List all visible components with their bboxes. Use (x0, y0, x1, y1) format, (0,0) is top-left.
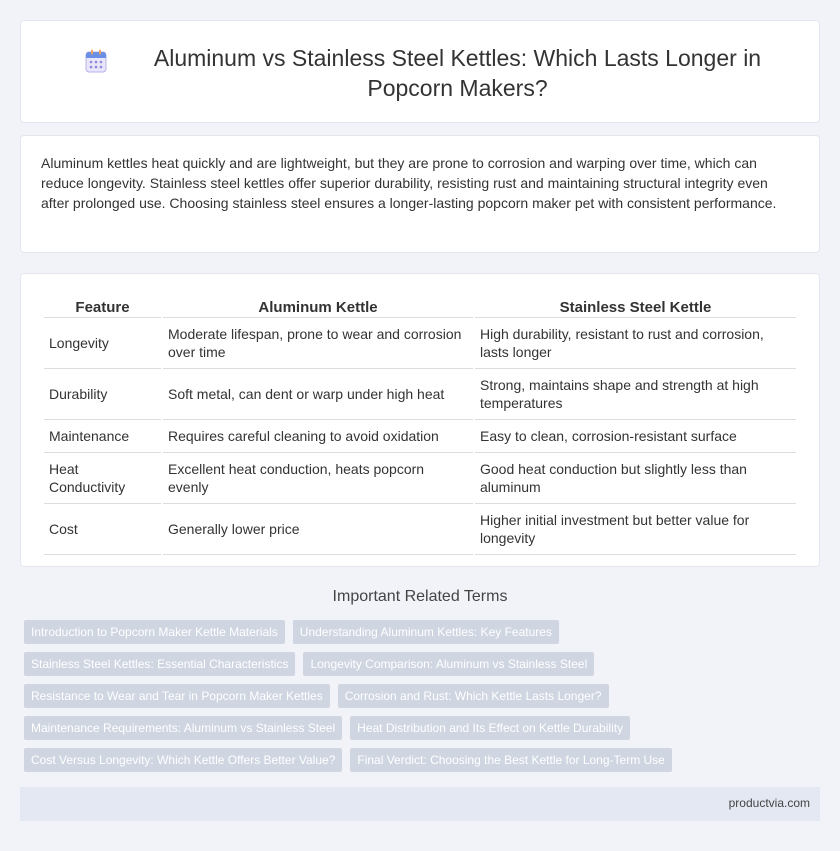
table-row (44, 318, 796, 369)
table-cell: Maintenance (44, 420, 161, 453)
related-terms-row (24, 684, 824, 708)
footer-site-link[interactable]: productvia.com (728, 796, 810, 810)
related-term-chip[interactable]: Final Verdict: Choosing the Best Kettle for Long-Term Use (350, 748, 671, 772)
page-title: Aluminum vs Stainless Steel Kettles: Which Lasts Longer in Popcorn Makers? (153, 45, 762, 101)
related-terms-row (24, 620, 824, 644)
table-cell: Longevity (44, 318, 161, 369)
related-terms-list (24, 620, 824, 780)
header-feature: Feature (44, 295, 161, 318)
table-cell: Strong, maintains shape and strength at high temperatures (475, 369, 796, 420)
table-cell: Good heat conduction but slightly less than aluminum (475, 453, 796, 504)
table-cell: Higher initial investment but better value for longevity (475, 504, 796, 555)
related-term-chip[interactable]: Longevity Comparison: Aluminum vs Stainless Steel (303, 652, 594, 676)
table-row (44, 504, 796, 555)
table-row (44, 453, 796, 504)
related-terms-row (24, 748, 824, 772)
table-cell: Soft metal, can dent or warp under high heat (163, 369, 473, 420)
header-aluminum: Aluminum Kettle (163, 295, 473, 318)
table-cell: Easy to clean, corrosion-resistant surface (475, 420, 796, 453)
header-stainless: Stainless Steel Kettle (475, 295, 796, 318)
related-term-chip[interactable]: Heat Distribution and Its Effect on Kettle Durability (350, 716, 630, 740)
related-terms-row (24, 716, 824, 740)
table-row (44, 420, 796, 453)
related-terms-row (24, 652, 824, 676)
table-cell: Cost (44, 504, 161, 555)
table-cell: Moderate lifespan, prone to wear and corrosion over time (163, 318, 473, 369)
related-term-chip[interactable]: Introduction to Popcorn Maker Kettle Materials (24, 620, 285, 644)
comparison-card (20, 273, 820, 567)
intro-card (20, 135, 820, 253)
table-cell: Generally lower price (163, 504, 473, 555)
intro-paragraph: Aluminum kettles heat quickly and are lightweight, but they are prone to corrosion and warping over time, which can reduce longevity. Stainless steel kettles offer superior durability, resisting rust and maintaining structural integrity even after prolonged use. Choosing stainless steel ensures a longer-lasting popcorn maker pet with consistent performance. (41, 155, 777, 211)
related-term-chip[interactable]: Cost Versus Longevity: Which Kettle Offers Better Value? (24, 748, 342, 772)
table-row (44, 369, 796, 420)
related-term-chip[interactable]: Resistance to Wear and Tear in Popcorn Maker Kettles (24, 684, 330, 708)
related-term-chip[interactable]: Understanding Aluminum Kettles: Key Features (293, 620, 559, 644)
title-card (20, 20, 820, 123)
calendar-icon (85, 49, 107, 73)
related-terms-title: Important Related Terms (332, 588, 508, 605)
comparison-table (42, 295, 798, 555)
related-term-chip[interactable]: Corrosion and Rust: Which Kettle Lasts Longer? (338, 684, 609, 708)
table-cell: Durability (44, 369, 161, 420)
table-cell: High durability, resistant to rust and corrosion, lasts longer (475, 318, 796, 369)
related-term-chip[interactable]: Stainless Steel Kettles: Essential Characteristics (24, 652, 295, 676)
footer (20, 787, 820, 821)
table-cell: Excellent heat conduction, heats popcorn evenly (163, 453, 473, 504)
table-cell: Heat Conductivity (44, 453, 161, 504)
table-cell: Requires careful cleaning to avoid oxidation (163, 420, 473, 453)
related-term-chip[interactable]: Maintenance Requirements: Aluminum vs Stainless Steel (24, 716, 342, 740)
table-header-row (44, 295, 796, 318)
